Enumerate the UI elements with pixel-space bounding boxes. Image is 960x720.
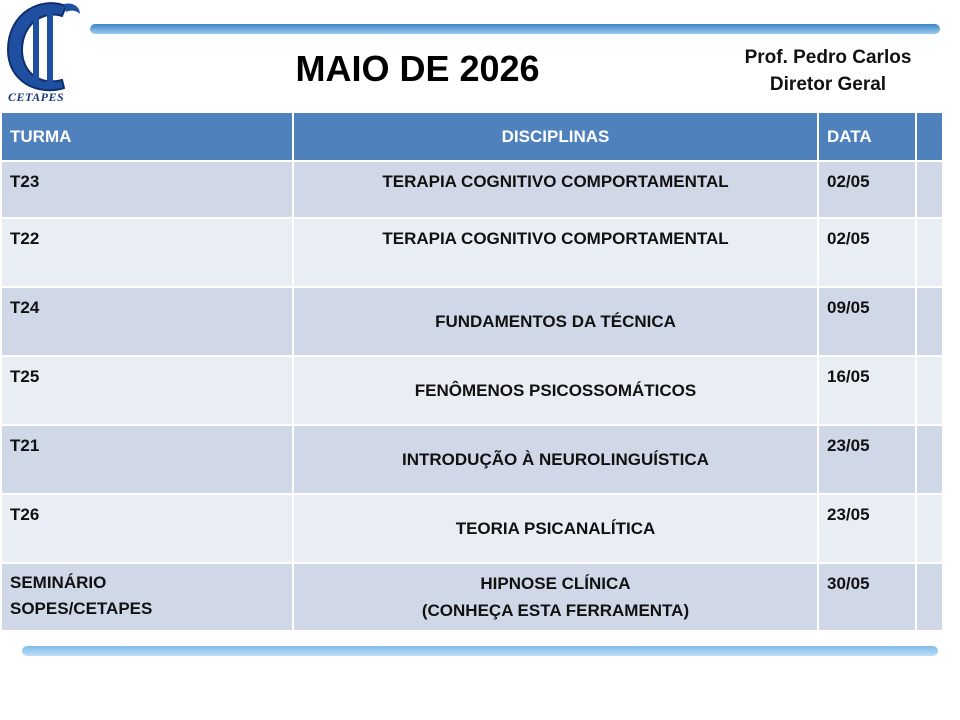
- director-name: Prof. Pedro Carlos: [744, 47, 912, 68]
- cell-disciplina: [293, 563, 818, 631]
- table-header-row: [1, 112, 943, 161]
- turma-line: SOPES/CETAPES: [10, 599, 153, 618]
- cell-extra: [916, 494, 943, 563]
- director-role: Diretor Geral: [769, 74, 887, 95]
- cell-turma: T25: [1, 356, 293, 425]
- cell-data: 02/05: [818, 218, 916, 287]
- cell-data: 09/05: [818, 287, 916, 356]
- cell-disciplina: TEORIA PSICANALÍTICA: [293, 494, 818, 563]
- top-decorative-line: [90, 24, 940, 34]
- cell-disciplina: INTRODUÇÃO À NEUROLINGUÍSTICA: [293, 425, 818, 494]
- turma-line: SEMINÁRIO: [10, 573, 107, 592]
- disciplina-line: (CONHEÇA ESTA FERRAMENTA): [421, 601, 690, 620]
- bottom-decorative-line: [22, 646, 938, 656]
- cell-disciplina: FENÔMENOS PSICOSSOMÁTICOS: [293, 356, 818, 425]
- cell-data: 02/05: [818, 161, 916, 218]
- column-header-turma: TURMA: [1, 112, 293, 161]
- table-row: [1, 161, 943, 218]
- schedule-table: [0, 111, 944, 632]
- cell-data: 16/05: [818, 356, 916, 425]
- cell-extra: [916, 218, 943, 287]
- table-row: [1, 218, 943, 287]
- cell-data: 23/05: [818, 425, 916, 494]
- cell-extra: [916, 161, 943, 218]
- cell-turma: [1, 563, 293, 631]
- cell-extra: [916, 287, 943, 356]
- column-header-data: DATA: [818, 112, 916, 161]
- table-row: [1, 425, 943, 494]
- table-row: [1, 287, 943, 356]
- cell-disciplina: FUNDAMENTOS DA TÉCNICA: [293, 287, 818, 356]
- table-row: [1, 563, 943, 631]
- column-header-extra: [916, 112, 943, 161]
- cell-extra: [916, 356, 943, 425]
- director-block: [720, 44, 936, 98]
- cell-turma: T24: [1, 287, 293, 356]
- page-title: MAIO DE 2026: [295, 48, 540, 89]
- cell-extra: [916, 425, 943, 494]
- cell-disciplina: TERAPIA COGNITIVO COMPORTAMENTAL: [293, 161, 818, 218]
- column-header-disciplinas: DISCIPLINAS: [293, 112, 818, 161]
- cell-turma: T22: [1, 218, 293, 287]
- logo-text: CETAPES: [8, 90, 65, 104]
- cell-data: 23/05: [818, 494, 916, 563]
- cell-turma: T23: [1, 161, 293, 218]
- cell-turma: T21: [1, 425, 293, 494]
- cell-turma: T26: [1, 494, 293, 563]
- cell-disciplina: TERAPIA COGNITIVO COMPORTAMENTAL: [293, 218, 818, 287]
- table-row: [1, 494, 943, 563]
- table-row: [1, 356, 943, 425]
- cell-data: 30/05: [818, 563, 916, 631]
- cell-extra: [916, 563, 943, 631]
- disciplina-line: HIPNOSE CLÍNICA: [480, 574, 631, 593]
